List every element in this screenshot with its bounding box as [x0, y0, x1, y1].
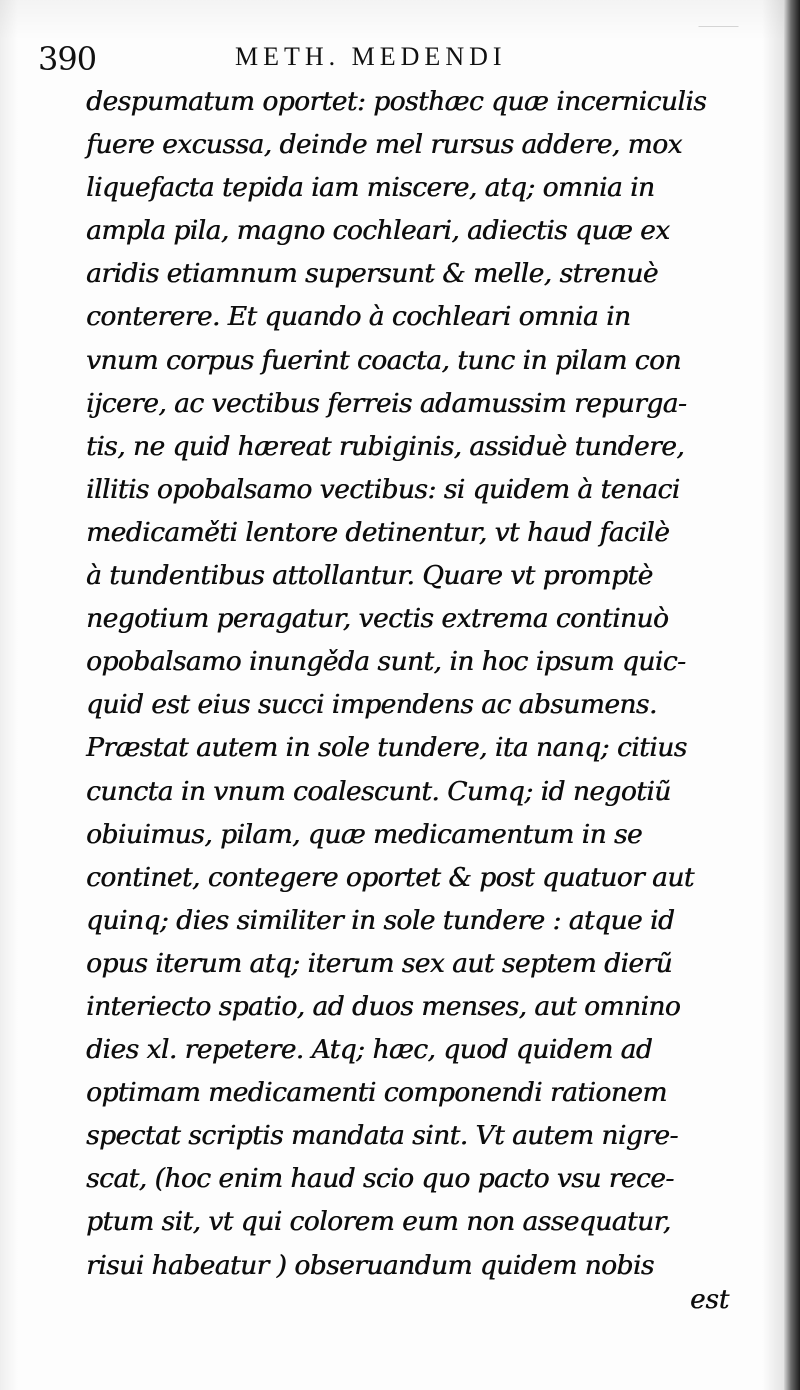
gutter-shadow	[762, 0, 784, 1390]
text-line: spectat scriptis mandata sint. Vt autem nigre-	[86, 1120, 678, 1152]
text-line: interiecto spatio, ad duos menses, aut omnino	[86, 990, 681, 1022]
text-line: vnum corpus fuerint coacta, tunc in pilam con	[86, 344, 681, 376]
body-text	[86, 80, 746, 1287]
text-line: ijcere, ac vectibus ferreis adamussim repurga-	[86, 387, 687, 419]
text-line: negotium peragatur, vectis extrema continuò	[86, 603, 669, 635]
page-number: 390	[38, 40, 97, 78]
text-line: opus iterum atq; iterum sex aut septem dierũ	[86, 947, 673, 979]
text-line: ptum sit, vt qui colorem eum non assequatur,	[86, 1206, 671, 1238]
text-line: medicaměti lentore detinentur, vt haud facilè	[86, 516, 670, 548]
text-line: fuere excussa, deinde mel rursus addere, mox	[86, 129, 682, 161]
running-head: METH. MEDENDI	[235, 42, 507, 71]
text-line: aridis etiamnum supersunt & melle, strenuè	[86, 258, 658, 290]
text-line: quid est eius succi impendens ac absumens.	[86, 689, 657, 721]
text-line: à tundentibus attollantur. Quare vt promptè	[86, 560, 653, 592]
text-line: liquefacta tepida iam miscere, atq; omnia in	[86, 172, 655, 204]
text-line: scat, (hoc enim haud scio quo pacto vsu rece-	[86, 1163, 674, 1195]
text-line: despumatum oportet: posthæc quæ incerniculis	[86, 86, 707, 117]
text-line: quinq; dies similiter in sole tundere : atque id	[86, 904, 675, 936]
text-line: illitis opobalsamo vectibus: si quidem à tenaci	[86, 473, 680, 505]
text-line: cuncta in vnum coalescunt. Cumq; id negotiũ	[86, 775, 671, 807]
text-line: ampla pila, magno cochleari, adiectis quæ ex	[86, 215, 670, 247]
text-line: dies xl. repetere. Atq; hæc, quod quidem ad	[86, 1034, 653, 1066]
text-line: continet, contegere oportet & post quatuor aut	[86, 861, 694, 893]
text-line: conterere. Et quando à cochleari omnia in	[86, 301, 631, 333]
text-line: Præstat autem in sole tundere, ita nanq; citius	[86, 732, 687, 764]
catchword: est	[690, 1285, 730, 1315]
text-line: tis, ne quid hæreat rubiginis, assiduè tundere,	[86, 430, 685, 462]
text-line: optimam medicamenti componendi rationem	[86, 1077, 667, 1109]
page-gutter	[784, 0, 800, 1390]
text-line: risui habeatur ) obseruandum quidem nobis	[86, 1249, 654, 1281]
text-line: opobalsamo inungěda sunt, in hoc ipsum quic-	[86, 646, 686, 678]
text-line: obiuimus, pilam, quæ medicamentum in se	[86, 818, 643, 850]
